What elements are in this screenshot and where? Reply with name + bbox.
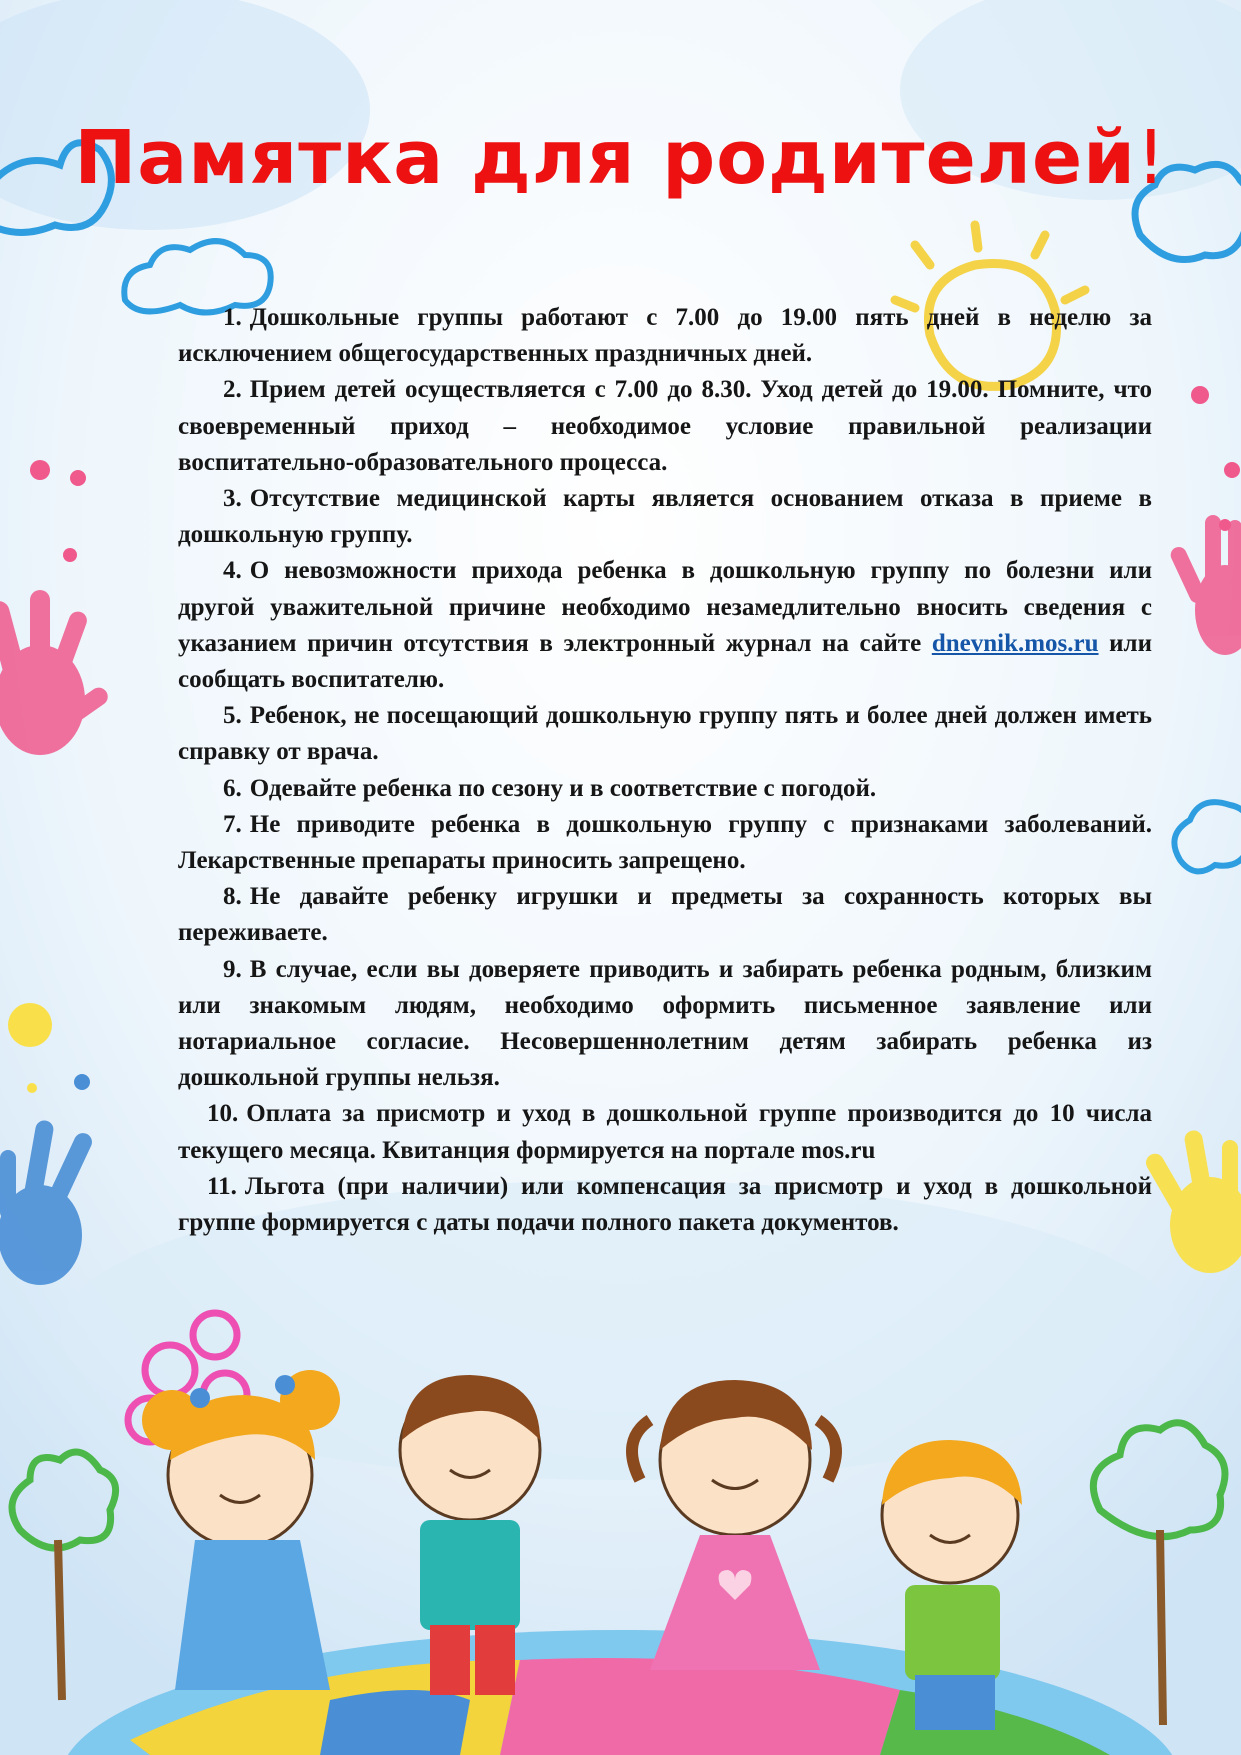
item-text: О невозможности прихода ребенка в дошкольную группу по болезни или другой уважительной причине необходимо незамедлительно вносить сведения с указанием причин отсутствия в электронный журнал на сайте	[178, 557, 1152, 657]
rules-list	[178, 300, 1152, 1241]
list-item	[178, 300, 1152, 372]
item-number: 1.	[223, 304, 242, 331]
item-number: 4.	[223, 557, 242, 585]
title-text: Памятка для родителей	[74, 115, 1136, 201]
list-item	[178, 372, 1152, 481]
item-text: Не приводите ребенка в дошкольную группу с признаками заболеваний. Лекарственные препараты приносить запрещено.	[178, 810, 1152, 875]
item-number: 6.	[223, 774, 242, 802]
title-exclamation: !	[1136, 115, 1167, 201]
item-number: 11.	[207, 1172, 237, 1200]
list-item	[178, 879, 1152, 951]
item-number: 9.	[223, 955, 242, 983]
list-item	[178, 771, 1152, 807]
item-number: 2.	[223, 376, 242, 404]
item-text: Отсутствие медицинской карты является основанием отказа в приеме в дошкольную группу.	[178, 485, 1152, 549]
item-number: 3.	[223, 485, 242, 513]
item-text-continued: или сообщать воспитателю.	[178, 629, 1152, 694]
list-item	[178, 481, 1152, 553]
item-number: 8.	[223, 883, 242, 911]
item-text: Не давайте ребенку игрушки и предметы за сохранность которых вы переживаете.	[178, 883, 1152, 947]
list-item	[178, 553, 1152, 698]
item-text: Прием детей осуществляется с 7.00 до 8.30. Уход детей до 19.00. Помните, что своевременный приход – необходимое условие правильной реализации воспитательно-образовательного процесса.	[178, 376, 1152, 476]
dnevnik-link[interactable]: dnevnik.mos.ru	[931, 629, 1099, 657]
item-text: Одевайте ребенка по сезону и в соответствие с погодой.	[249, 774, 877, 802]
list-item	[178, 1096, 1152, 1168]
item-number: 10.	[207, 1100, 239, 1128]
list-item	[178, 698, 1152, 770]
item-number: 7.	[223, 810, 242, 838]
item-text: В случае, если вы доверяете приводить и забирать ребенка родным, близким или знакомым людям, необходимо оформить письменное заявление или нотариальное согласие. Несовершеннолетним детям забирать ребенка из дошкольной группы нельзя.	[178, 955, 1152, 1092]
item-number: 5.	[223, 702, 242, 730]
item-text: Дошкольные группы работают с 7.00 до 19.00 пять дней в неделю за исключением общегосударственных праздничных дней.	[178, 304, 1152, 368]
page-title	[0, 115, 1241, 201]
list-item	[178, 807, 1152, 879]
item-text: Оплата за присмотр и уход в дошкольной группе производится до 10 числа текущего месяца. Квитанция формируется на портале mos.ru	[178, 1100, 1152, 1164]
list-item	[178, 952, 1152, 1097]
list-item	[178, 1169, 1152, 1241]
item-text: Ребенок, не посещающий дошкольную группу пять и более дней должен иметь справку от врача.	[178, 702, 1152, 766]
item-text: Льгота (при наличии) или компенсация за присмотр и уход в дошкольной группе формируется с даты подачи полного пакета документов.	[178, 1172, 1152, 1237]
